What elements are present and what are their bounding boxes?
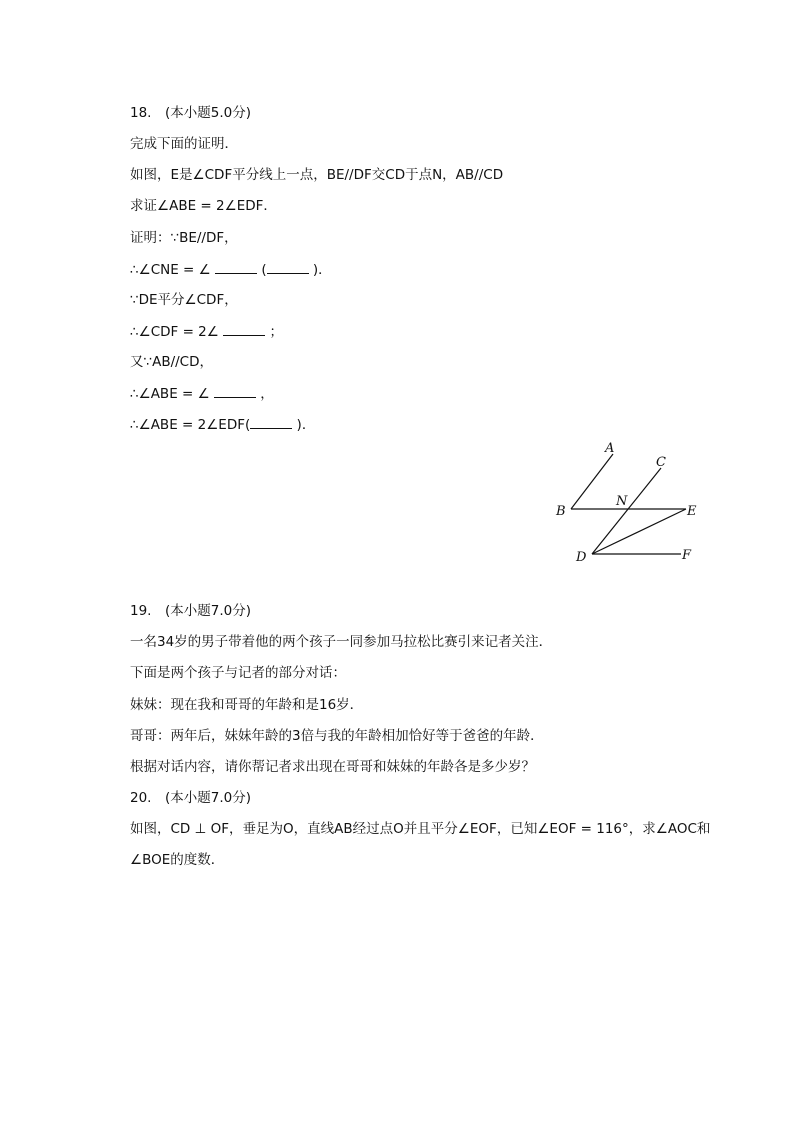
q18-step-3-text: ∵DE平分∠CDF， [130, 292, 238, 308]
q18-step-7 [130, 414, 315, 435]
q18-step-2 [130, 259, 332, 280]
q20-header: 20. (本小题7.0分) [130, 790, 251, 806]
label-d: D [576, 550, 587, 565]
label-b: B [556, 504, 566, 519]
q18-step-6 [130, 383, 274, 404]
answer-blank[interactable] [215, 259, 257, 274]
answer-blank[interactable] [250, 414, 292, 429]
label-n: N [616, 494, 628, 509]
q18-prove: 求证∠ABE = 2∠EDF． [130, 198, 277, 214]
q18-step-1 [130, 228, 238, 248]
q18-step-2-mid: ( [257, 262, 267, 278]
q18-step-6-end: ， [256, 386, 274, 402]
q20-line-1: 如图，CD ⊥ OF，垂足为O，直线AB经过点O并且平分∠EOF，已知∠EOF = 116°，求∠AOC和 [130, 821, 711, 837]
label-a: A [605, 441, 615, 456]
segment-dc [592, 468, 661, 554]
q18-step-1-text: 证明：∵BE//DF， [130, 230, 238, 246]
segment-de [592, 509, 686, 554]
q18-given: 如图，E是∠CDF平分线上一点，BE//DF交CD于点N，AB//CD [130, 167, 504, 183]
q18-step-5-text: 又∵AB//CD， [130, 354, 214, 370]
q19-line-4: 哥哥：两年后，妹妹年龄的3倍与我的年龄相加恰好等于爸爸的年龄． [130, 728, 544, 744]
label-e: E [687, 504, 697, 519]
q18-step-7-end: )． [292, 417, 316, 433]
q18-step-2-text: ∴∠CNE = ∠ [130, 262, 216, 278]
q18-step-2-end: )． [308, 262, 332, 278]
q18-figure [540, 438, 720, 568]
label-c: C [656, 455, 666, 470]
answer-blank[interactable] [214, 383, 256, 398]
segment-ba [571, 454, 613, 509]
q18-intro: 完成下面的证明． [130, 136, 238, 152]
q18-step-4-end: ； [265, 324, 283, 340]
q18-step-5 [130, 352, 213, 372]
label-f: F [682, 548, 692, 563]
q18-step-4-text: ∴∠CDF = 2∠ [130, 324, 224, 340]
q18-step-7-text: ∴∠ABE = 2∠EDF( [130, 417, 251, 433]
q19-line-1: 一名34岁的男子带着他的两个孩子一同参加马拉松比赛引来记者关注． [130, 634, 553, 650]
q18-header: 18. (本小题5.0分) [130, 105, 251, 121]
q19-line-5: 根据对话内容，请你帮记者求出现在哥哥和妹妹的年龄各是多少岁？ [130, 759, 535, 775]
q18-step-3 [130, 290, 238, 310]
answer-blank[interactable] [223, 321, 265, 336]
q20-line-2: ∠BOE的度数． [130, 852, 225, 868]
q19-line-2: 下面是两个孩子与记者的部分对话： [130, 665, 346, 681]
q18-step-6-text: ∴∠ABE = ∠ [130, 386, 215, 402]
q18-step-4 [130, 321, 283, 342]
answer-blank[interactable] [267, 259, 309, 274]
q19-line-3: 妹妹：现在我和哥哥的年龄和是16岁． [130, 697, 364, 713]
q19-header: 19. (本小题7.0分) [130, 603, 251, 619]
